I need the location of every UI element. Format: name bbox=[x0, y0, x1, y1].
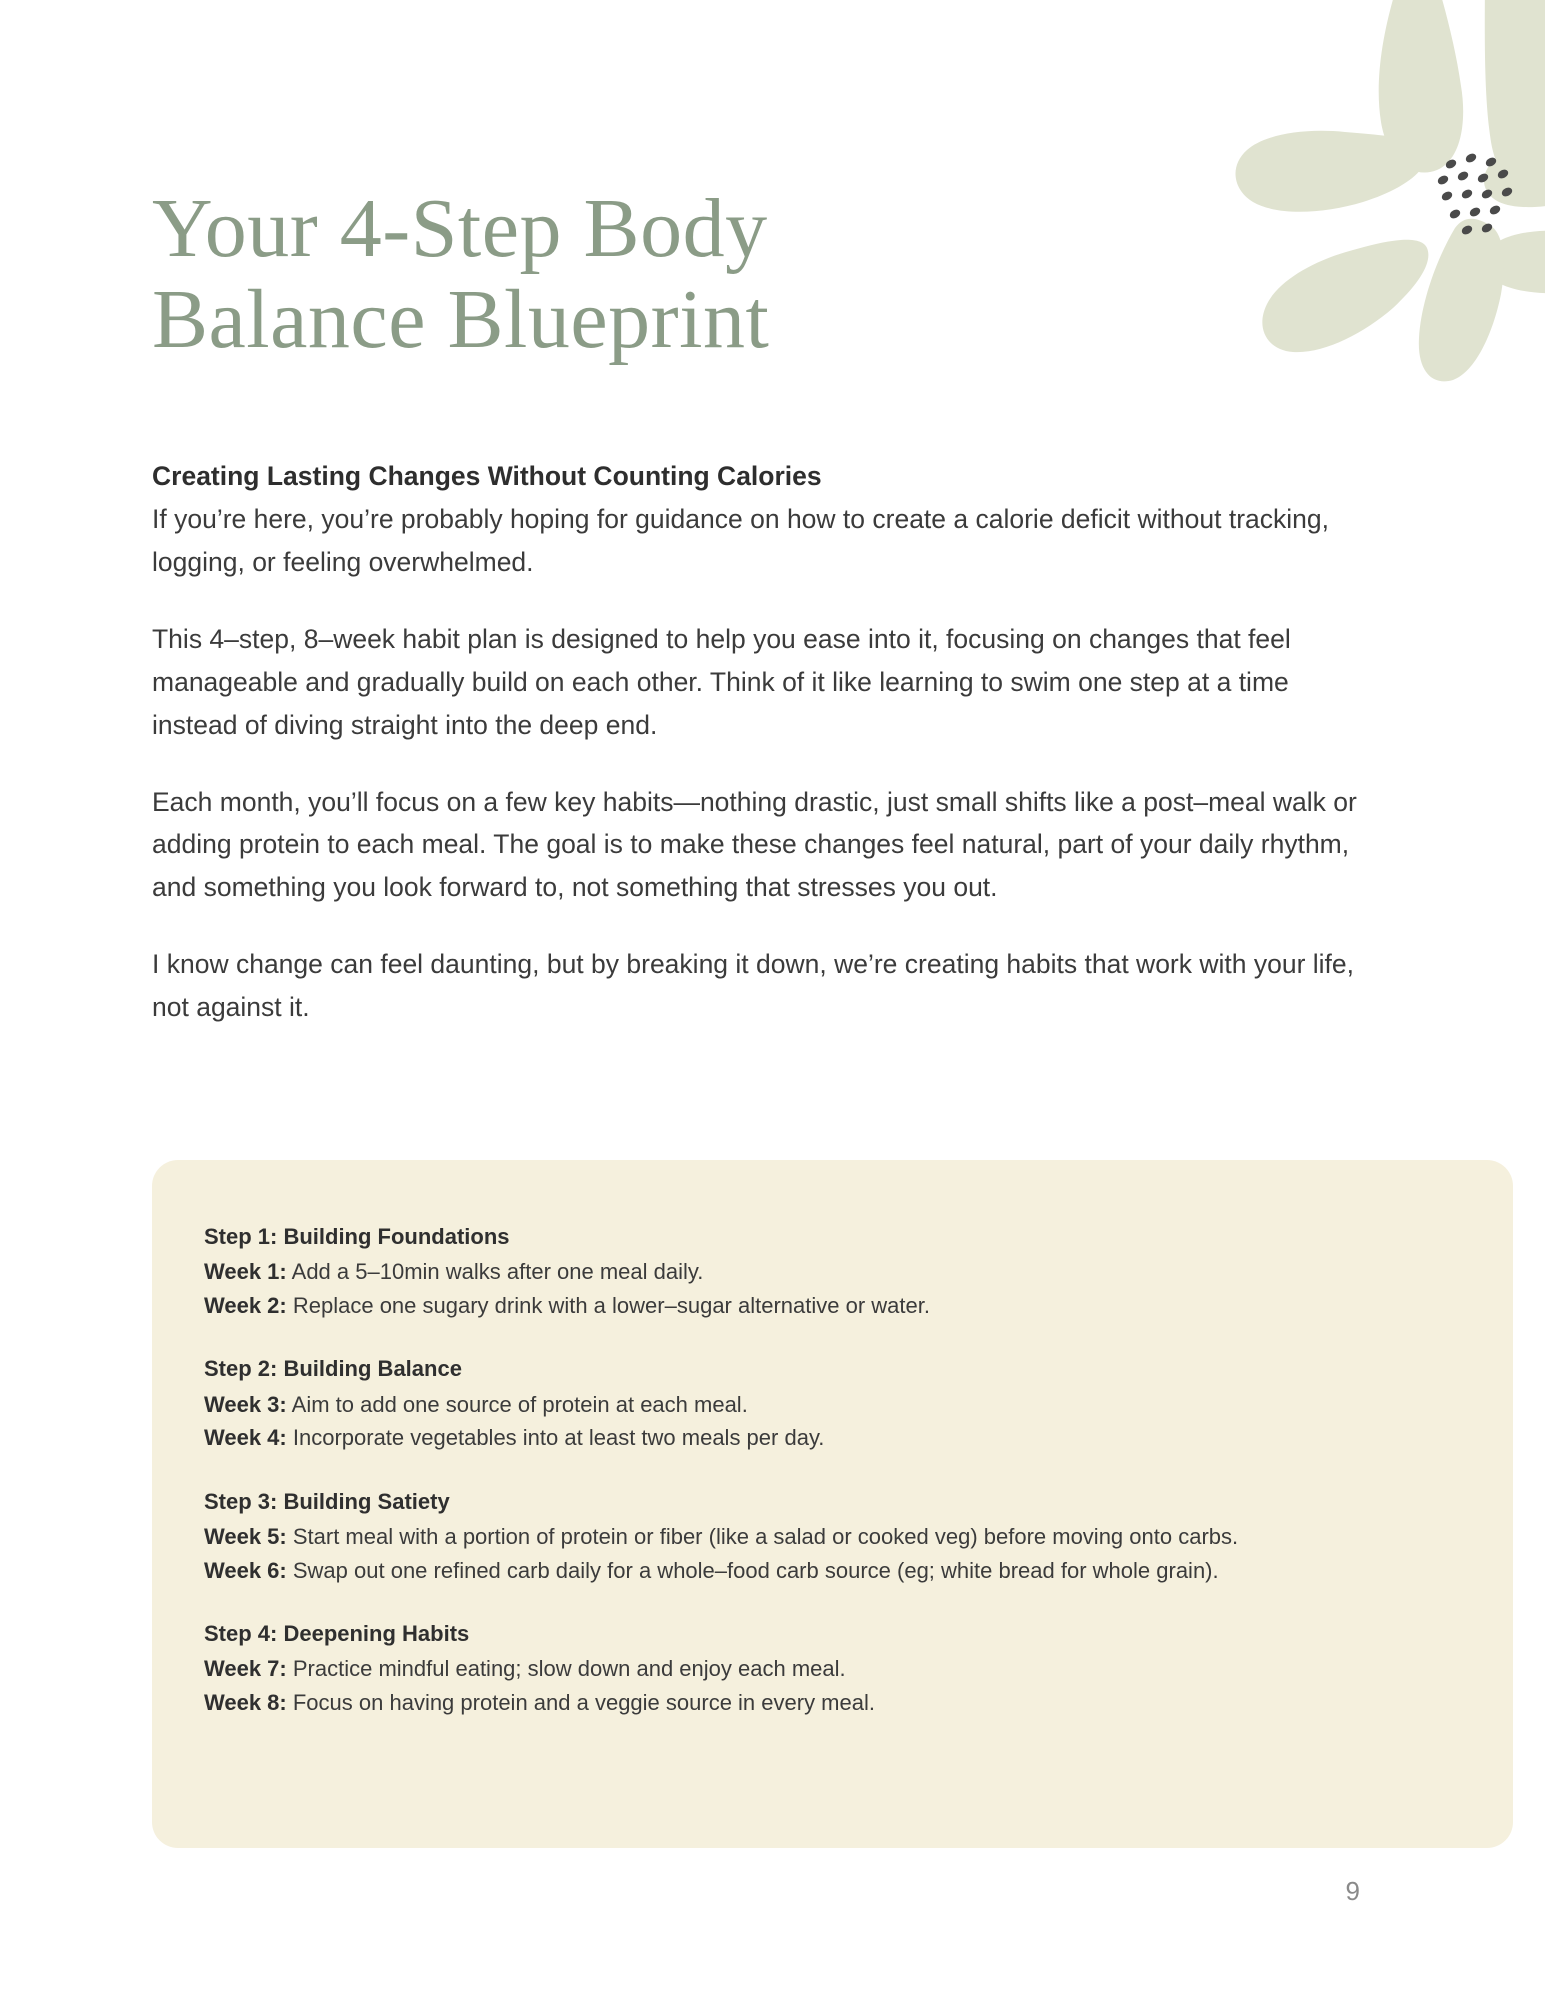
week-text: Incorporate vegetables into at least two meals per day. bbox=[286, 1425, 825, 1451]
week-line bbox=[204, 1255, 1473, 1288]
week-text: Replace one sugary drink with a lower–sugar alternative or water. bbox=[286, 1292, 930, 1318]
intro-paragraph-1-text: If you’re here, you’re probably hoping for guidance on how to create a calorie deficit without tracking, logging, or feeling overwhelmed. bbox=[152, 503, 1329, 577]
step-block bbox=[204, 1617, 1473, 1719]
week-line bbox=[204, 1652, 1473, 1685]
intro-heading: Creating Lasting Changes Without Counting Calories bbox=[152, 461, 822, 491]
week-label: Week 3: bbox=[204, 1391, 287, 1417]
week-line bbox=[204, 1554, 1473, 1587]
week-label: Week 5: bbox=[204, 1524, 287, 1550]
page-number: 9 bbox=[1345, 1876, 1360, 1906]
week-line bbox=[204, 1421, 1473, 1454]
week-text: Start meal with a portion of protein or fiber (like a salad or cooked veg) before moving onto carbs. bbox=[286, 1524, 1239, 1550]
habit-plan-callout bbox=[152, 1160, 1513, 1848]
intro-paragraph-2: This 4–step, 8–week habit plan is designed to help you ease into it, focusing on changes that feel manageable and gradually build on each other. Think of it like learning to swim one step at a time instead of diving straight into the deep end. bbox=[152, 623, 1291, 740]
page-title-line-2: Balance Blueprint bbox=[152, 272, 770, 366]
step-title: Step 3: Building Satiety bbox=[204, 1488, 450, 1514]
week-label: Week 1: bbox=[204, 1259, 287, 1285]
step-title: Step 4: Deepening Habits bbox=[204, 1620, 470, 1646]
flower-decoration-icon bbox=[1155, 0, 1545, 382]
week-text: Swap out one refined carb daily for a whole–food carb source (eg; white bread for whole grain). bbox=[286, 1557, 1219, 1583]
week-line bbox=[204, 1388, 1473, 1421]
week-label: Week 8: bbox=[204, 1689, 287, 1715]
week-text: Focus on having protein and a veggie source in every meal. bbox=[286, 1689, 875, 1715]
week-label: Week 6: bbox=[204, 1557, 287, 1583]
week-line bbox=[204, 1520, 1473, 1553]
intro-paragraph-1 bbox=[152, 455, 1370, 584]
week-label: Week 2: bbox=[204, 1292, 287, 1318]
step-title: Step 1: Building Foundations bbox=[204, 1224, 510, 1249]
step-block bbox=[204, 1352, 1473, 1454]
week-text: Practice mindful eating; slow down and enjoy each meal. bbox=[286, 1656, 846, 1682]
page-title-line-1: Your 4-Step Body bbox=[152, 182, 768, 276]
week-line bbox=[204, 1289, 1473, 1322]
week-label: Week 7: bbox=[204, 1656, 287, 1682]
habit-plan-list bbox=[204, 1220, 1473, 1719]
body-content bbox=[152, 455, 1370, 1029]
week-line bbox=[204, 1686, 1473, 1719]
page-title bbox=[152, 184, 972, 365]
step-block bbox=[204, 1220, 1473, 1322]
step-block bbox=[204, 1485, 1473, 1587]
week-text: Aim to add one source of protein at each meal. bbox=[286, 1391, 748, 1417]
week-text: Add a 5–10min walks after one meal daily. bbox=[286, 1259, 704, 1285]
intro-paragraph-4: I know change can feel daunting, but by breaking it down, we’re creating habits that work with your life, not against it. bbox=[152, 949, 1355, 1023]
week-label: Week 4: bbox=[204, 1425, 287, 1451]
intro-paragraph-3: Each month, you’ll focus on a few key habits—nothing drastic, just small shifts like a post–meal walk or adding protein to each meal. The goal is to make these changes feel natural, part of your daily rhythm, and something you look forward to, not something that stresses you out. bbox=[152, 786, 1357, 903]
step-title: Step 2: Building Balance bbox=[204, 1356, 462, 1382]
